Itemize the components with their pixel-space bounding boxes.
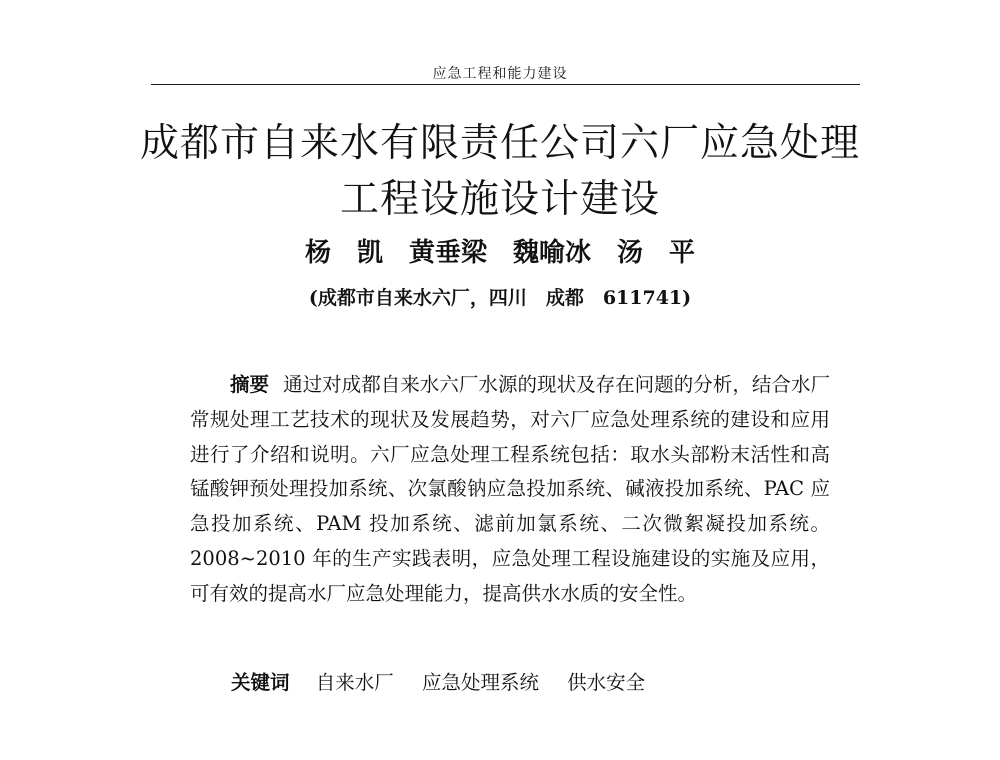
- article-title-line-2: 工程设施设计建设: [339, 177, 660, 222]
- author-list: 杨 凯 黄垂梁 魏喻冰 汤 平: [304, 238, 695, 268]
- running-header: 应急工程和能力建设: [432, 66, 568, 82]
- keyword-item: 供水安全: [567, 671, 646, 694]
- article-title-line-1: 成都市自来水有限责任公司六厂应急处理: [139, 121, 860, 166]
- keyword-item: 应急处理系统: [421, 671, 539, 694]
- keywords: [231, 673, 667, 693]
- header-rule: [151, 84, 860, 85]
- keywords-label: 关键词: [231, 671, 290, 694]
- abstract-label: 摘要: [230, 373, 270, 396]
- abstract-text: 通过对成都自来水六厂水源的现状及存在问题的分析，结合水厂常规处理工艺技术的现状及发展趋势，对六厂应急处理系统的建设和应用进行了介绍和说明。六厂应急处理工程系统包括：取水头部粉末活性和高锰酸钾预处理投加系统、次氯酸钠应急投加系统、碱液投加系统、PAC 应急投加系统、PAM 投加系统、滤前加氯系统、二次微絮凝投加系统。2008~2010 年的生产实践表明，应急处理工程设施建设的实施及应用，可有效的提高水厂应急处理能力，提高供水水质的安全性。: [190, 373, 830, 605]
- keyword-item: 自来水厂: [315, 671, 394, 694]
- author-affiliation: (成都市自来水六厂，四川 成都 611741): [308, 287, 692, 309]
- abstract: [190, 368, 830, 612]
